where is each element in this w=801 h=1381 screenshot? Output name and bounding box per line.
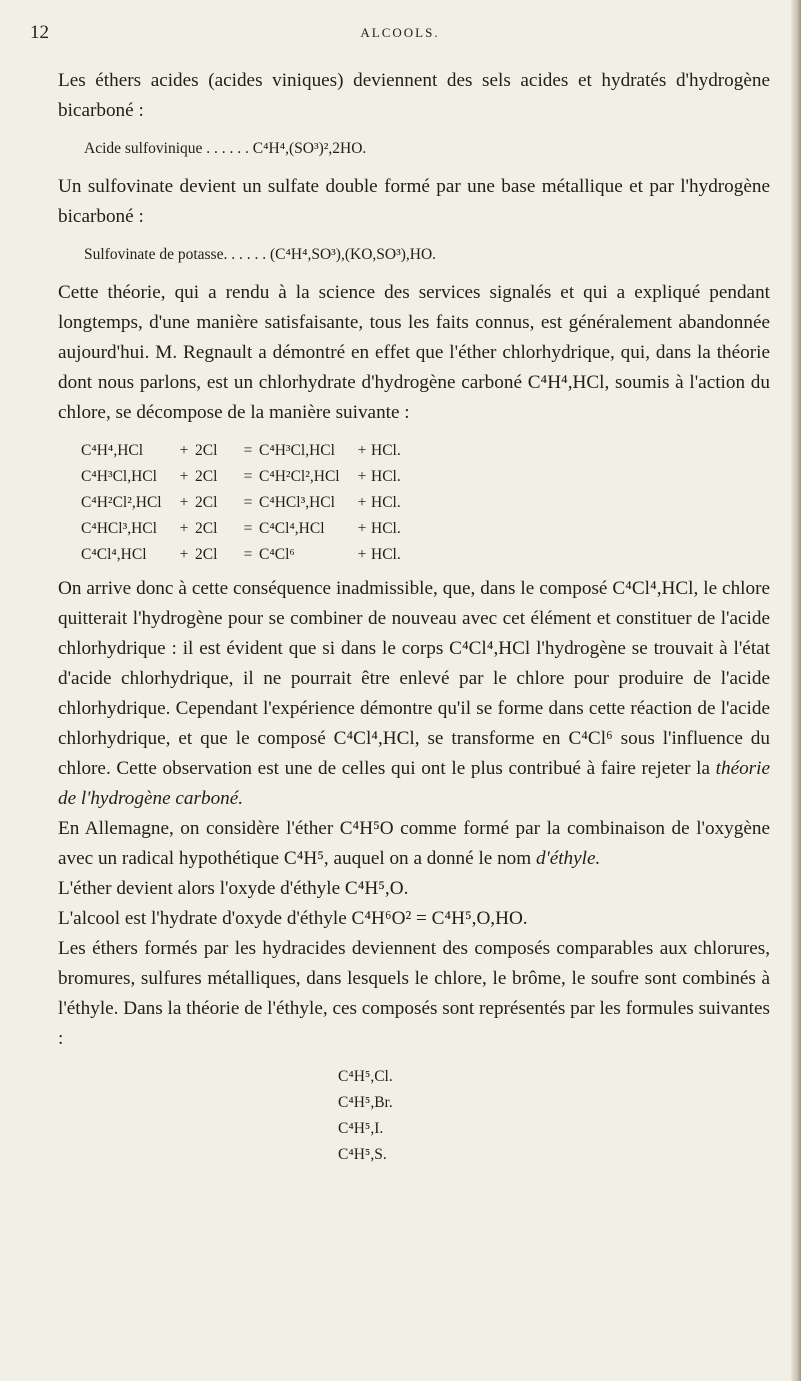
equals-sign: = <box>243 442 253 459</box>
formula-item: C⁴H⁵,Br. <box>338 1094 393 1111</box>
reaction-row <box>58 464 770 490</box>
reaction-row <box>58 516 770 542</box>
paragraph-6: L'éther devient alors l'oxyde d'éthyle C⁴H⁵,O. <box>58 878 409 899</box>
ethyl-formula-list <box>58 1064 770 1168</box>
reactant: C⁴H²Cl²,HCl <box>81 494 162 511</box>
product: C⁴Cl⁶ <box>259 546 295 563</box>
plus-sign: + <box>179 494 189 511</box>
paragraph-5-text: En Allemagne, on considère l'éther C⁴H⁵O comme formé par la combinaison de l'oxygène avec un radical hypothétique C⁴H⁵, auquel on a donné le nom <box>58 818 770 869</box>
running-head: ALCOOLS. <box>360 25 440 40</box>
byproduct: HCl. <box>371 520 401 537</box>
plus-sign: + <box>179 468 189 485</box>
paragraph-1: Les éthers acides (acides viniques) deviennent des sels acides et hydratés d'hydrogène bicarboné : <box>58 70 770 121</box>
paragraph-4-text: On arrive donc à cette conséquence inadmissible, que, dans le composé C⁴Cl⁴,HCl, le chlore quitterait l'hydrogène pour se combiner de nouveau avec cet élément et constituer de l'acide chlorhydrique : il est évident que si dans le corps C⁴Cl⁴,HCl l'hydrogène se trouvait à l'état d'acide chlorhydrique, il ne pourrait être enlevé par le chlore pour produire de l'acide chlorhydrique. Cependant l'expérience démontre qu'il se forme dans cette réaction de l'acide chlorhydrique, et que le composé C⁴Cl⁴,HCl, se transforme en C⁴Cl⁶ sous l'influence du chlore. Cette observation est une de celles qui ont le plus contribué à faire rejeter la <box>58 578 770 779</box>
paragraph-8: Les éthers formés par les hydracides deviennent des composés comparables aux chlorures, bromures, sulfures métalliques, dans lesquels le chlore, le brôme, le soufre sont combinés à l'éthyle. Dans la théorie de l'éthyle, ces composés sont représentés par les formules suivantes : <box>58 938 770 1049</box>
byproduct: HCl. <box>371 546 401 563</box>
equals-sign: = <box>243 546 253 563</box>
equals-sign: = <box>243 494 253 511</box>
plus-sign: + <box>357 546 367 563</box>
page-edge <box>791 0 801 1381</box>
formula-item: C⁴H⁵,Cl. <box>338 1068 393 1085</box>
chlorine-term: 2Cl <box>195 494 218 511</box>
product: C⁴Cl⁴,HCl <box>259 520 325 537</box>
paragraph-3: Cette théorie, qui a rendu à la science des services signalés et qui a expliqué pendant longtemps, d'une manière satisfaisante, tous les faits connus, est généralement abandonnée aujourd'hui. M. Regnault a démontré en effet que l'éther chlorhydrique, qui, dans la théorie dont nous parlons, est un chlorhydrate d'hydrogène carboné C⁴H⁴,HCl, soumis à l'action du chlore, se décompose de la manière suivante : <box>58 282 770 423</box>
formula-sulfovinate-potasse: Sulfovinate de potasse. . . . . . (C⁴H⁴,SO³),(KO,SO³),HO. <box>84 246 437 263</box>
chlorine-term: 2Cl <box>195 520 218 537</box>
plus-sign: + <box>357 468 367 485</box>
reactant: C⁴H³Cl,HCl <box>81 468 157 485</box>
plus-sign: + <box>357 520 367 537</box>
chlorine-term: 2Cl <box>195 442 218 459</box>
reaction-row <box>58 542 770 568</box>
chlorine-term: 2Cl <box>195 546 218 563</box>
reaction-list <box>58 438 770 568</box>
paragraph-4-emphasis: théorie de l'hydrogène carboné. <box>58 758 770 809</box>
page-body <box>58 66 770 1168</box>
paragraph-7: L'alcool est l'hydrate d'oxyde d'éthyle C⁴H⁶O² = C⁴H⁵,O,HO. <box>58 908 528 929</box>
paragraph-5-emphasis: d'éthyle. <box>536 848 601 869</box>
equals-sign: = <box>243 468 253 485</box>
product: C⁴H³Cl,HCl <box>259 442 335 459</box>
plus-sign: + <box>179 520 189 537</box>
paragraph-5 <box>58 814 770 874</box>
byproduct: HCl. <box>371 494 401 511</box>
product: C⁴HCl³,HCl <box>259 494 335 511</box>
paragraph-2: Un sulfovinate devient un sulfate double formé par une base métallique et par l'hydrogène bicarboné : <box>58 176 770 227</box>
reactant: C⁴Cl⁴,HCl <box>81 546 147 563</box>
reaction-row <box>58 490 770 516</box>
reaction-row <box>58 438 770 464</box>
plus-sign: + <box>357 442 367 459</box>
equals-sign: = <box>243 520 253 537</box>
formula-acide-sulfovinique: Acide sulfovinique . . . . . . C⁴H⁴,(SO³)²,2HO. <box>84 140 367 157</box>
product: C⁴H²Cl²,HCl <box>259 468 340 485</box>
plus-sign: + <box>357 494 367 511</box>
formula-item: C⁴H⁵,I. <box>338 1120 384 1137</box>
reactant: C⁴HCl³,HCl <box>81 520 157 537</box>
paragraph-4 <box>58 574 770 814</box>
plus-sign: + <box>179 442 189 459</box>
page-header <box>30 22 770 46</box>
page-number: 12 <box>30 22 49 43</box>
plus-sign: + <box>179 546 189 563</box>
chlorine-term: 2Cl <box>195 468 218 485</box>
formula-item: C⁴H⁵,S. <box>338 1146 387 1163</box>
reactant: C⁴H⁴,HCl <box>81 442 144 459</box>
byproduct: HCl. <box>371 442 401 459</box>
byproduct: HCl. <box>371 468 401 485</box>
